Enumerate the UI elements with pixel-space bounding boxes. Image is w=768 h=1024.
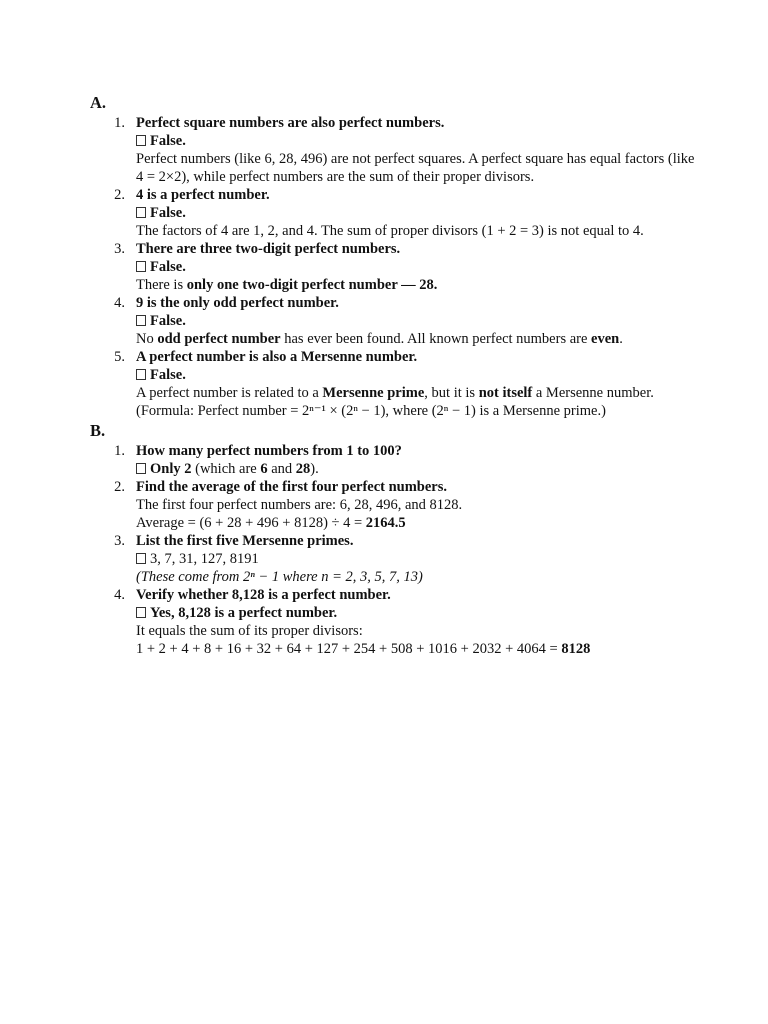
document-page — [0, 92, 768, 658]
verdict: False. — [150, 205, 186, 221]
explanation — [136, 330, 696, 348]
explanation-text: , but it is — [424, 385, 479, 401]
checkbox-icon — [136, 261, 146, 272]
list-item — [0, 240, 768, 294]
list-item — [0, 586, 768, 658]
explanation-emphasis: only one two-digit perfect number — 28. — [186, 277, 438, 293]
question: Find the average of the first four perfect numbers. — [136, 479, 448, 495]
list-item — [0, 348, 768, 420]
item-number: 3. — [114, 533, 125, 549]
item-number: 2. — [114, 479, 125, 495]
question: How many perfect numbers from 1 to 100? — [136, 443, 402, 459]
explanation-emphasis: not itself — [478, 385, 533, 401]
verdict: False. — [150, 259, 186, 275]
item-number: 2. — [114, 187, 125, 203]
explanation — [136, 276, 696, 294]
explanation — [136, 384, 696, 402]
explanation: The factors of 4 are 1, 2, and 4. The sum of proper divisors (1 + 2 = 3) is not equal to 4. — [136, 223, 644, 239]
list-item — [0, 186, 768, 240]
explanation-text: A perfect number is related to a — [136, 385, 323, 401]
section-a-heading: A. — [90, 93, 107, 112]
list-item — [0, 442, 768, 478]
checkbox-icon — [136, 369, 146, 380]
formula: (Formula: Perfect number = 2ⁿ⁻¹ × (2ⁿ − 1), where (2ⁿ − 1) is a Mersenne prime.) — [136, 403, 606, 419]
answer-line: The first four perfect numbers are: 6, 28, 496, and 8128. — [136, 497, 463, 513]
checkbox-icon — [136, 463, 146, 474]
explanation-text: There is — [136, 277, 187, 293]
answer — [136, 460, 696, 478]
answer-text: 1 + 2 + 4 + 8 + 16 + 32 + 64 + 127 + 254 + 508 + 1016 + 2032 + 4064 = — [136, 641, 562, 657]
verdict: Yes, 8,128 is a perfect number. — [150, 605, 338, 621]
explanation-text: a Mersenne number. — [532, 385, 654, 401]
answer-emphasis: 2164.5 — [365, 515, 406, 531]
answer-text: 3, 7, 31, 127, 8191 — [150, 551, 259, 567]
verdict: False. — [150, 133, 186, 149]
note: (These come from 2ⁿ − 1 where n = 2, 3, 5, 7, 13) — [136, 569, 423, 585]
question: 4 is a perfect number. — [136, 187, 270, 203]
question: List the first five Mersenne primes. — [136, 533, 354, 549]
answer-line — [136, 514, 696, 532]
item-number: 4. — [114, 587, 125, 603]
item-number: 3. — [114, 241, 125, 257]
item-number: 1. — [114, 115, 125, 131]
checkbox-icon — [136, 315, 146, 326]
explanation-emphasis: Mersenne prime — [322, 385, 425, 401]
checkbox-icon — [136, 607, 146, 618]
question: A perfect number is also a Mersenne number. — [136, 349, 418, 365]
explanation: Perfect numbers (like 6, 28, 496) are not perfect squares. A perfect square has equal factors (like 4 = 2×2), while perfect numbers are the sum of their proper divisors. — [136, 151, 695, 185]
item-number: 4. — [114, 295, 125, 311]
item-number: 1. — [114, 443, 125, 459]
verdict: False. — [150, 367, 186, 383]
answer-emphasis: 6 — [260, 461, 268, 477]
answer — [136, 550, 696, 568]
list-item — [0, 114, 768, 186]
answer-text: ). — [310, 461, 319, 477]
answer-emphasis: 28 — [295, 461, 311, 477]
verdict: False. — [150, 313, 186, 329]
explanation-text: No — [136, 331, 158, 347]
explanation-text: has ever been found. All known perfect numbers are — [280, 331, 592, 347]
section-b-heading: B. — [90, 421, 106, 440]
answer-line — [136, 640, 696, 658]
answer-text: Average = (6 + 28 + 496 + 8128) ÷ 4 = — [136, 515, 366, 531]
question: Verify whether 8,128 is a perfect number. — [136, 587, 391, 603]
list-item — [0, 294, 768, 348]
answer-line: It equals the sum of its proper divisors: — [136, 623, 363, 639]
explanation-emphasis: even — [591, 331, 620, 347]
list-item — [0, 532, 768, 586]
checkbox-icon — [136, 135, 146, 146]
question: 9 is the only odd perfect number. — [136, 295, 339, 311]
question: Perfect square numbers are also perfect numbers. — [136, 115, 445, 131]
answer-emphasis: 8128 — [561, 641, 591, 657]
list-item — [0, 478, 768, 532]
item-number: 5. — [114, 349, 125, 365]
answer-emphasis: Only 2 — [150, 461, 192, 477]
answer-text: (which are — [191, 461, 261, 477]
checkbox-icon — [136, 553, 146, 564]
explanation-emphasis: odd perfect number — [157, 331, 281, 347]
answer-text: and — [267, 461, 296, 477]
explanation-text: . — [619, 331, 623, 347]
question: There are three two-digit perfect numbers. — [136, 241, 401, 257]
checkbox-icon — [136, 207, 146, 218]
